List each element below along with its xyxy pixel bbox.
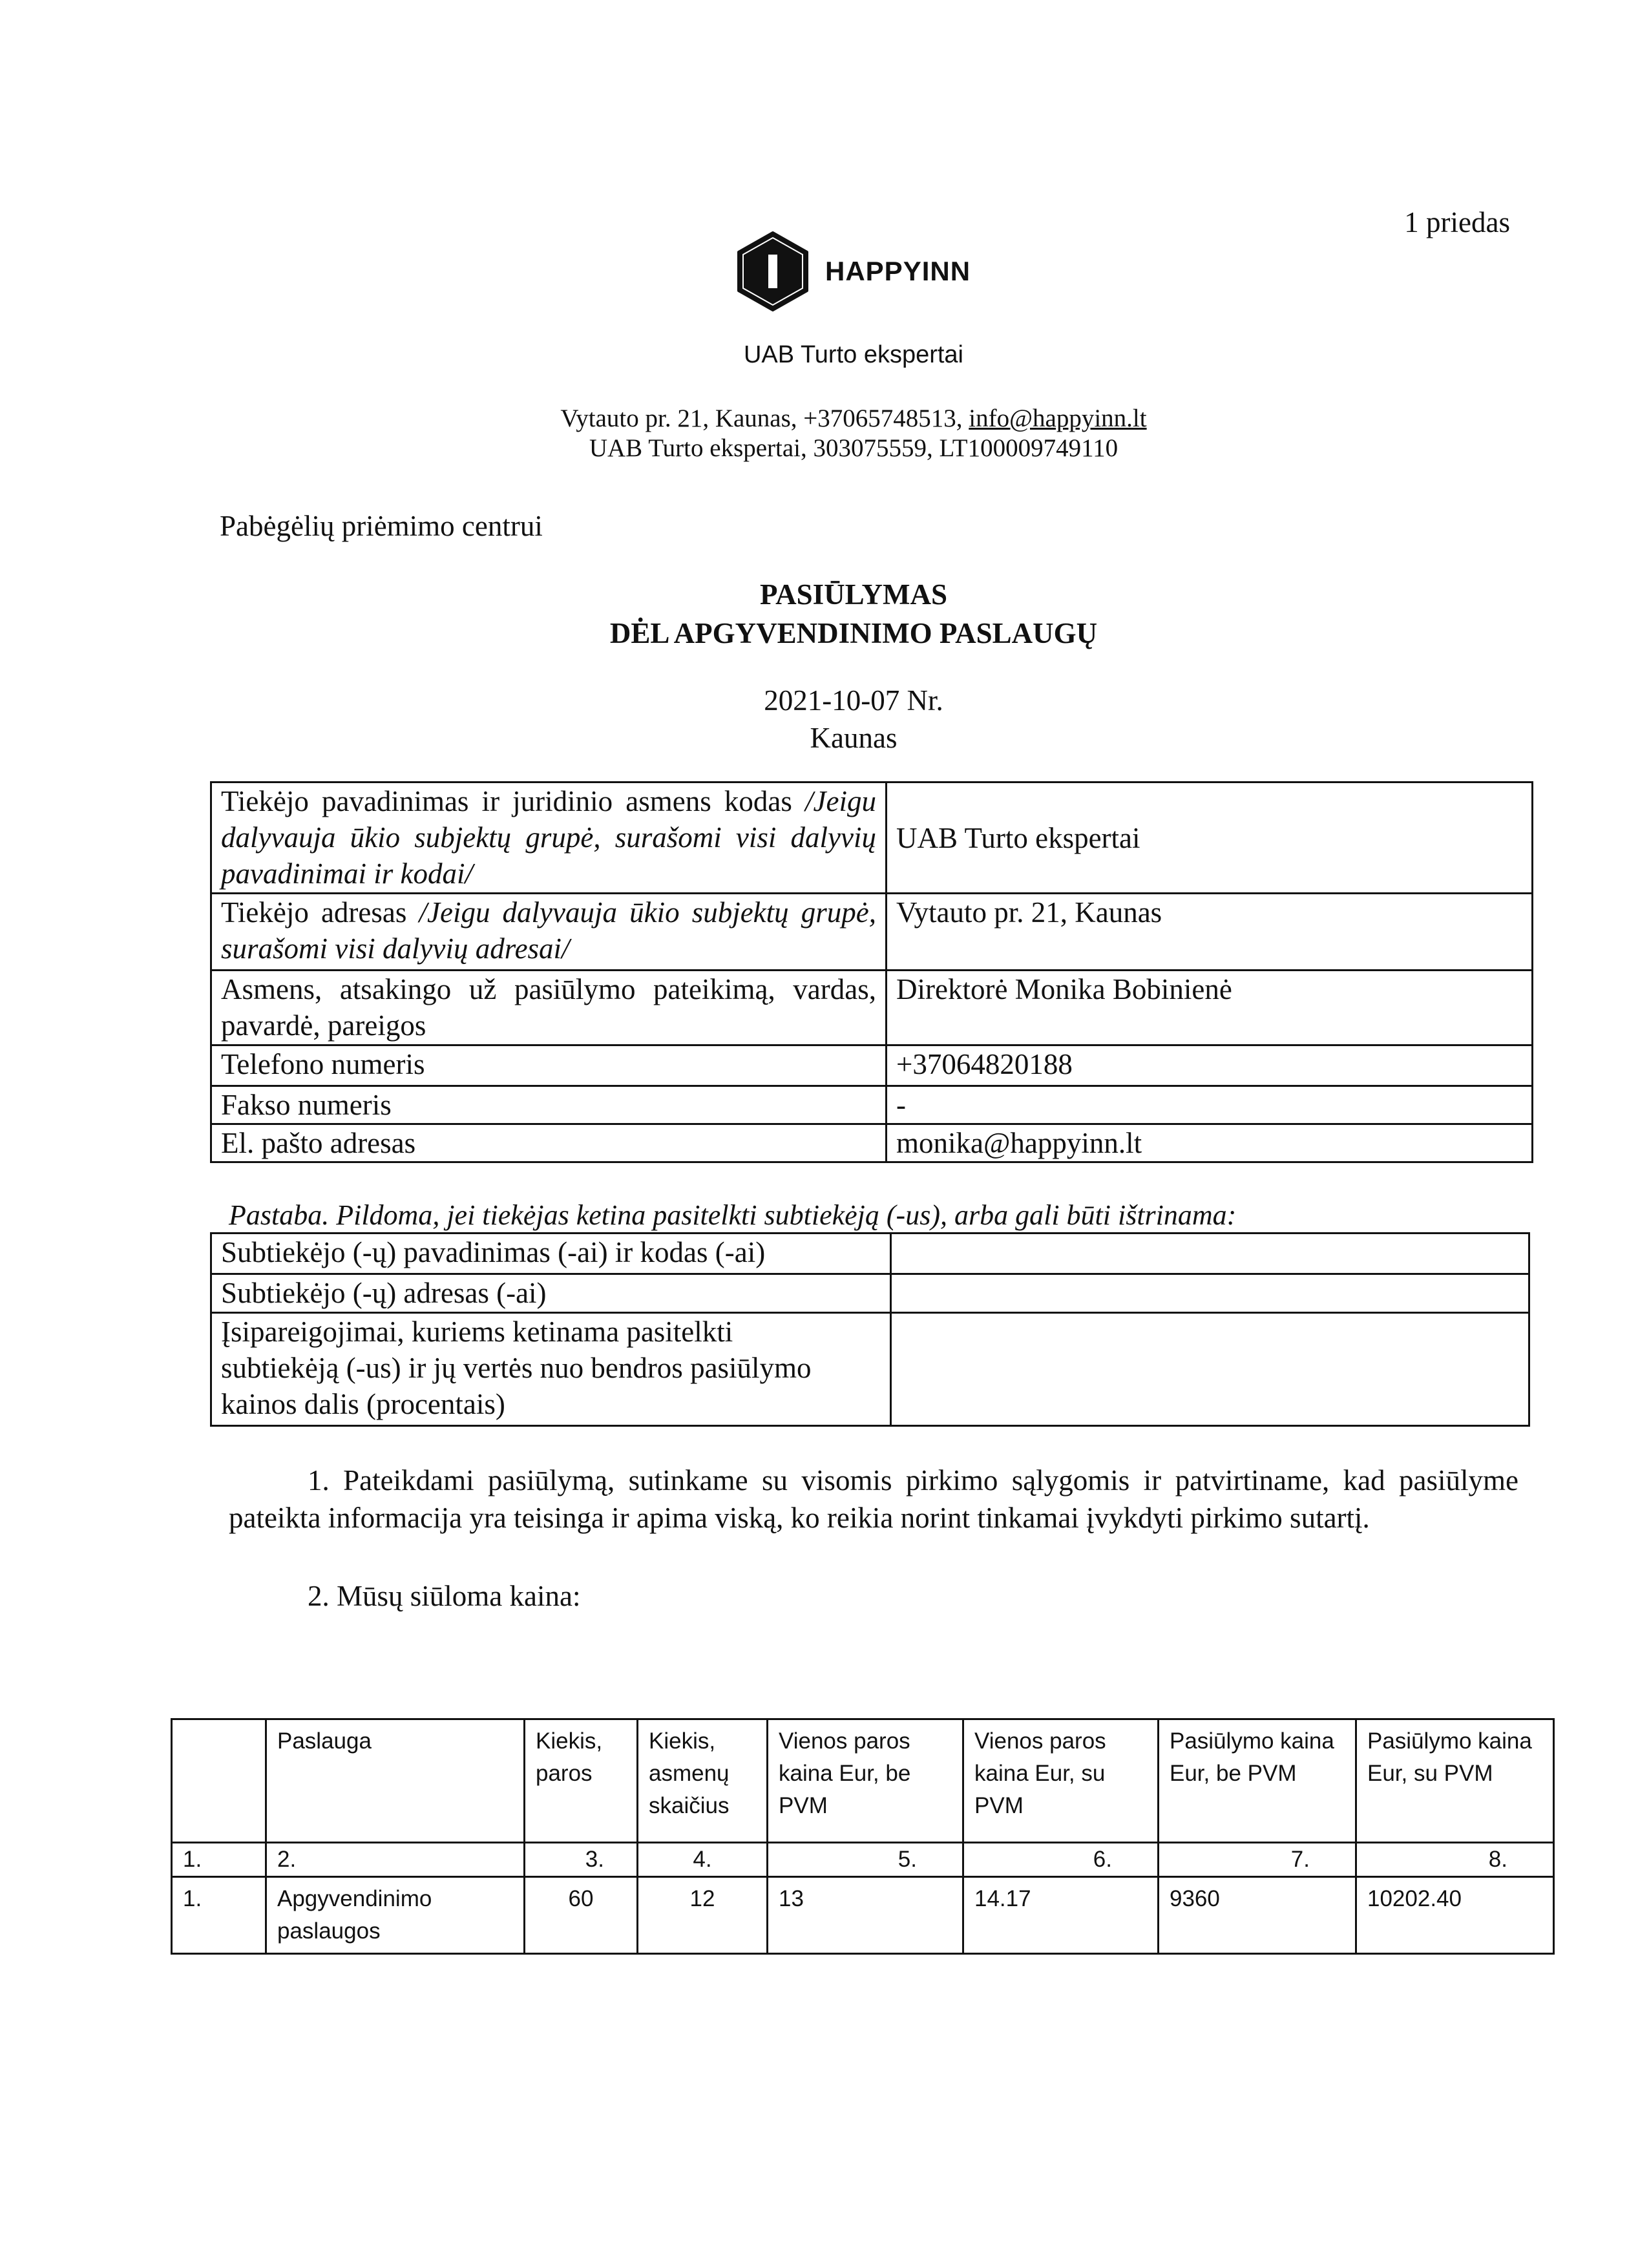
subcontractor-name-value	[891, 1234, 1529, 1274]
place: Kaunas	[810, 722, 898, 754]
date-line: 2021-10-07 Nr.	[764, 684, 943, 717]
number-cell: 4.	[638, 1843, 768, 1877]
sender-email-link[interactable]: info@happyinn.lt	[969, 404, 1147, 432]
logo	[735, 229, 971, 313]
header-cell: Vienos paros kaina Eur, be PVM	[768, 1719, 963, 1843]
number-cell: 8.	[1356, 1843, 1554, 1877]
sender-address	[0, 404, 1649, 433]
paragraph-1: 1. Pateikdami pasiūlymą, sutinkame su visomis pirkimo sąlygomis ir patvirtiname, kad pasiūlyme pateikta informacija yra teisinga ir apima viską, ko reikia norint tinkamai įvykdyti pirkimo sutartį.	[229, 1464, 1518, 1534]
supplier-table	[210, 781, 1533, 1163]
table-row	[211, 1274, 1529, 1313]
offer-price-incl-vat: 10202.40	[1356, 1877, 1554, 1954]
header-cell	[172, 1719, 266, 1843]
responsible-person-label: Asmens, atsakingo už pasiūlymo pateikimą, vardas, pavardė, pareigos	[211, 971, 887, 1045]
price-table	[171, 1718, 1555, 1955]
row-number: 1.	[172, 1877, 266, 1954]
subcontractor-address-value	[891, 1274, 1529, 1313]
number-cell: 2.	[266, 1843, 525, 1877]
recipient: Pabėgėlių priėmimo centrui	[220, 510, 543, 542]
number-cell: 5.	[768, 1843, 963, 1877]
sender-address-text: Vytauto pr. 21, Kaunas, +37065748513,	[560, 404, 969, 432]
table-row	[211, 1234, 1529, 1274]
header-cell: Kiekis, asmenų skaičius	[638, 1719, 768, 1843]
number-cell: 7.	[1159, 1843, 1356, 1877]
header-cell: Kiekis, paros	[525, 1719, 638, 1843]
phone-value: +37064820188	[887, 1045, 1533, 1086]
email-label: El. pašto adresas	[211, 1124, 887, 1162]
supplier-address-label: Tiekėjo adresas /Jeigu dalyvauja ūkio subjektų grupė, surašomi visi dalyvių adresai/	[211, 894, 887, 971]
number-cell: 1.	[172, 1843, 266, 1877]
number-cell: 6.	[963, 1843, 1159, 1877]
email-value: monika@happyinn.lt	[887, 1124, 1533, 1162]
days-quantity: 60	[525, 1877, 638, 1954]
logo-text: HAPPYINN	[825, 256, 971, 286]
column-number-row	[172, 1843, 1554, 1877]
document-title	[0, 575, 1649, 653]
annex-label: 1 priedas	[1404, 206, 1510, 238]
sender-registration: UAB Turto ekspertai, 303075559, LT100009749110	[589, 434, 1119, 462]
subcontractor-name-label: Subtiekėjo (-ų) pavadinimas (-ai) ir kodas (-ai)	[211, 1234, 891, 1274]
note: Pastaba. Pildoma, jei tiekėjas ketina pasitelkti subtiekėją (-us), arba gali būti ištrinama:	[229, 1199, 1237, 1231]
header-cell: Paslauga	[266, 1719, 525, 1843]
subcontractor-table	[210, 1232, 1530, 1427]
fax-value: -	[887, 1086, 1533, 1124]
table-row	[211, 1086, 1533, 1124]
paragraph-2: 2. Mūsų siūloma kaina:	[308, 1580, 581, 1612]
title-line-2: DĖL APGYVENDINIMO PASLAUGŲ	[609, 617, 1098, 649]
table-row	[211, 971, 1533, 1045]
daily-price-excl-vat: 13	[768, 1877, 963, 1954]
subcontractor-obligations-value	[891, 1313, 1529, 1426]
header-cell: Vienos paros kaina Eur, su PVM	[963, 1719, 1159, 1843]
table-row	[211, 782, 1533, 894]
daily-price-incl-vat: 14.17	[963, 1877, 1159, 1954]
header-cell: Pasiūlymo kaina Eur, su PVM	[1356, 1719, 1554, 1843]
table-row	[211, 1045, 1533, 1086]
service-name: Apgyvendinimo paslaugos	[266, 1877, 525, 1954]
subcontractor-address-label: Subtiekėjo (-ų) adresas (-ai)	[211, 1274, 891, 1313]
phone-label: Telefono numeris	[211, 1045, 887, 1086]
responsible-person-value: Direktorė Monika Bobinienė	[887, 971, 1533, 1045]
table-row	[211, 1313, 1529, 1426]
supplier-address-value: Vytauto pr. 21, Kaunas	[887, 894, 1533, 971]
offer-price-excl-vat: 9360	[1159, 1877, 1356, 1954]
fax-label: Fakso numeris	[211, 1086, 887, 1124]
subcontractor-obligations-label: Įsipareigojimai, kuriems ketinama pasitelkti subtiekėją (-us) ir jų vertės nuo bendros pasiūlymo kainos dalis (procentais)	[211, 1313, 891, 1426]
title-line-1: PASIŪLYMAS	[759, 578, 948, 611]
persons-quantity: 12	[638, 1877, 768, 1954]
sender-company: UAB Turto ekspertai	[743, 341, 964, 368]
date-place	[0, 682, 1649, 757]
header-cell: Pasiūlymo kaina Eur, be PVM	[1159, 1719, 1356, 1843]
hexagon-logo-icon	[735, 230, 811, 313]
table-row	[211, 894, 1533, 971]
number-cell: 3.	[525, 1843, 638, 1877]
table-row	[172, 1877, 1554, 1954]
supplier-name-label: Tiekėjo pavadinimas ir juridinio asmens kodas /Jeigu dalyvauja ūkio subjektų grupė, surašomi visi dalyvių pavadinimai ir kodai/	[211, 782, 887, 894]
table-row	[211, 1124, 1533, 1162]
table-header-row	[172, 1719, 1554, 1843]
supplier-name-value: UAB Turto ekspertai	[887, 782, 1533, 894]
